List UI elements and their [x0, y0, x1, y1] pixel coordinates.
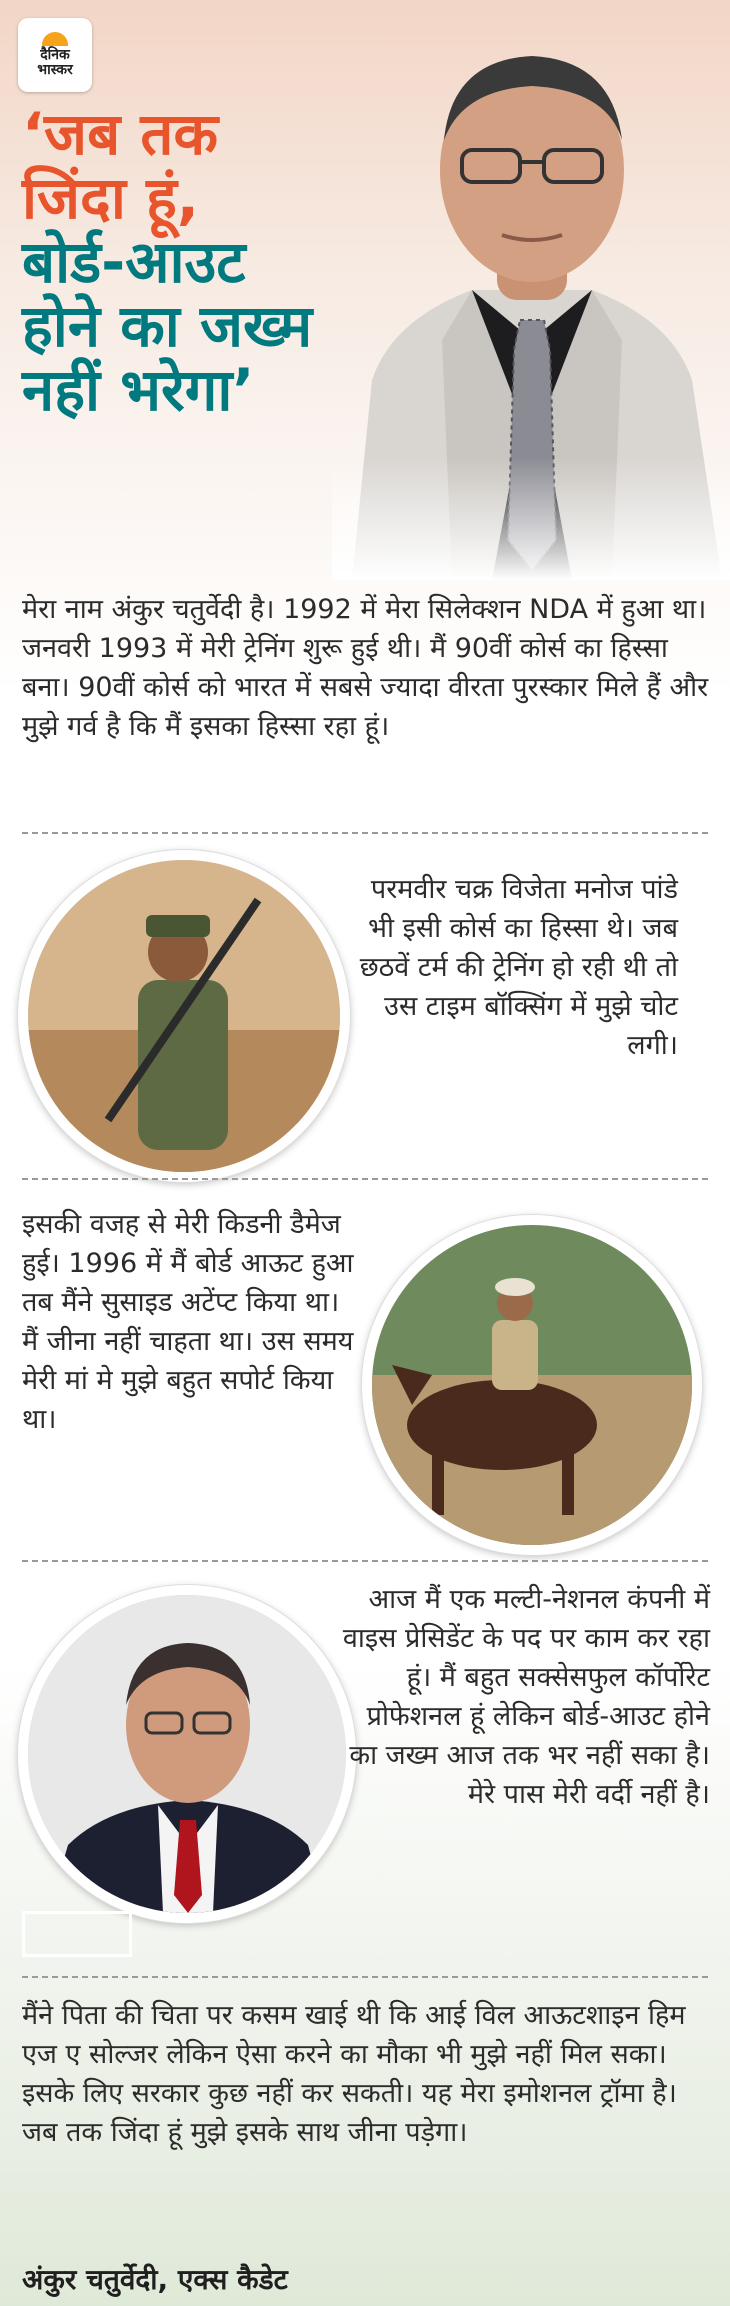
- brand-logo: [18, 18, 92, 92]
- headline-line-1: ‘जब तक: [22, 100, 218, 168]
- separator: [22, 1560, 708, 1562]
- brand-line-2: भास्कर: [37, 62, 73, 78]
- sun-icon: [42, 32, 68, 46]
- photo-current-portrait: [18, 1585, 356, 1923]
- boxing-injury-paragraph: परमवीर चक्र विजेता मनोज पांडे भी इसी कोर्स का हिस्सा थे। जब छठवें टर्म की ट्रेनिंग हो रही थी तो उस टाइम बॉक्सिंग में मुझे चोट लगी।: [359, 874, 678, 1061]
- signature: अंकुर चतुर्वेदी, एक्स कैडेट: [22, 2263, 288, 2296]
- headline-line-3: बोर्ड-आउट: [22, 228, 246, 296]
- closing-paragraph: मैंने पिता की चिता पर कसम खाई थी कि आई विल आऊटशाइन हिम एज ए सोल्जर लेकिन ऐसा करने का मौका भी मुझे नहीं मिल सका। इसके लिए सरकार कुछ नहीं कर सकती। यह मेरा इमोशनल ट्रॉमा है। जब तक जिंदा हूं मुझे इसके साथ जीना पड़ेगा।: [22, 2000, 686, 2148]
- separator: [22, 1976, 708, 1978]
- separator: [22, 832, 708, 834]
- empty-frame: [22, 1911, 132, 1957]
- headline-line-5: नहीं भरेगा’: [22, 356, 255, 424]
- current-career-paragraph: आज मैं एक मल्टी-नेशनल कंपनी में वाइस प्रेसिडेंट के पद पर काम कर रहा हूं। मैं बहुत सक्सेसफुल कॉर्पोरेट प्रोफेशनल हूं लेकिन बोर्ड-आउट होने का जख्म आज तक भर नहीं सका है। मेरे पास मेरी वर्दी नहीं है।: [342, 1584, 710, 1810]
- photo-horse-rider: [362, 1215, 702, 1555]
- headline-line-2: जिंदा हूं,: [22, 164, 199, 232]
- kidney-damage-paragraph: इसकी वजह से मेरी किडनी डैमेज हुई। 1996 में मैं बोर्ड आऊट हुआ तब मैंने सुसाइड अटेंप्ट किया था। मैं जीना नहीं चाहता था। उस समय मेरी मां मे मुझे बहुत सपोर्ट किया था।: [22, 1209, 354, 1435]
- photo-cadet-with-rifle: [18, 850, 350, 1182]
- separator: [22, 1178, 708, 1180]
- portrait-man-suit: [332, 20, 730, 580]
- brand-line-1: दैनिक: [40, 47, 70, 63]
- headline-line-4: होने का जख्म: [22, 292, 313, 360]
- intro-paragraph: मेरा नाम अंकुर चतुर्वेदी है। 1992 में मेरा सिलेक्शन NDA में हुआ था। जनवरी 1993 में मेरी ट्रेनिंग शुरू हुई थी। मैं 90वीं कोर्स का हिस्सा बना। 90वीं कोर्स को भारत में सबसे ज्यादा वीरता पुरस्कार मिले हैं और मुझे गर्व है कि मैं इसका हिस्सा रहा हूं।: [22, 594, 709, 742]
